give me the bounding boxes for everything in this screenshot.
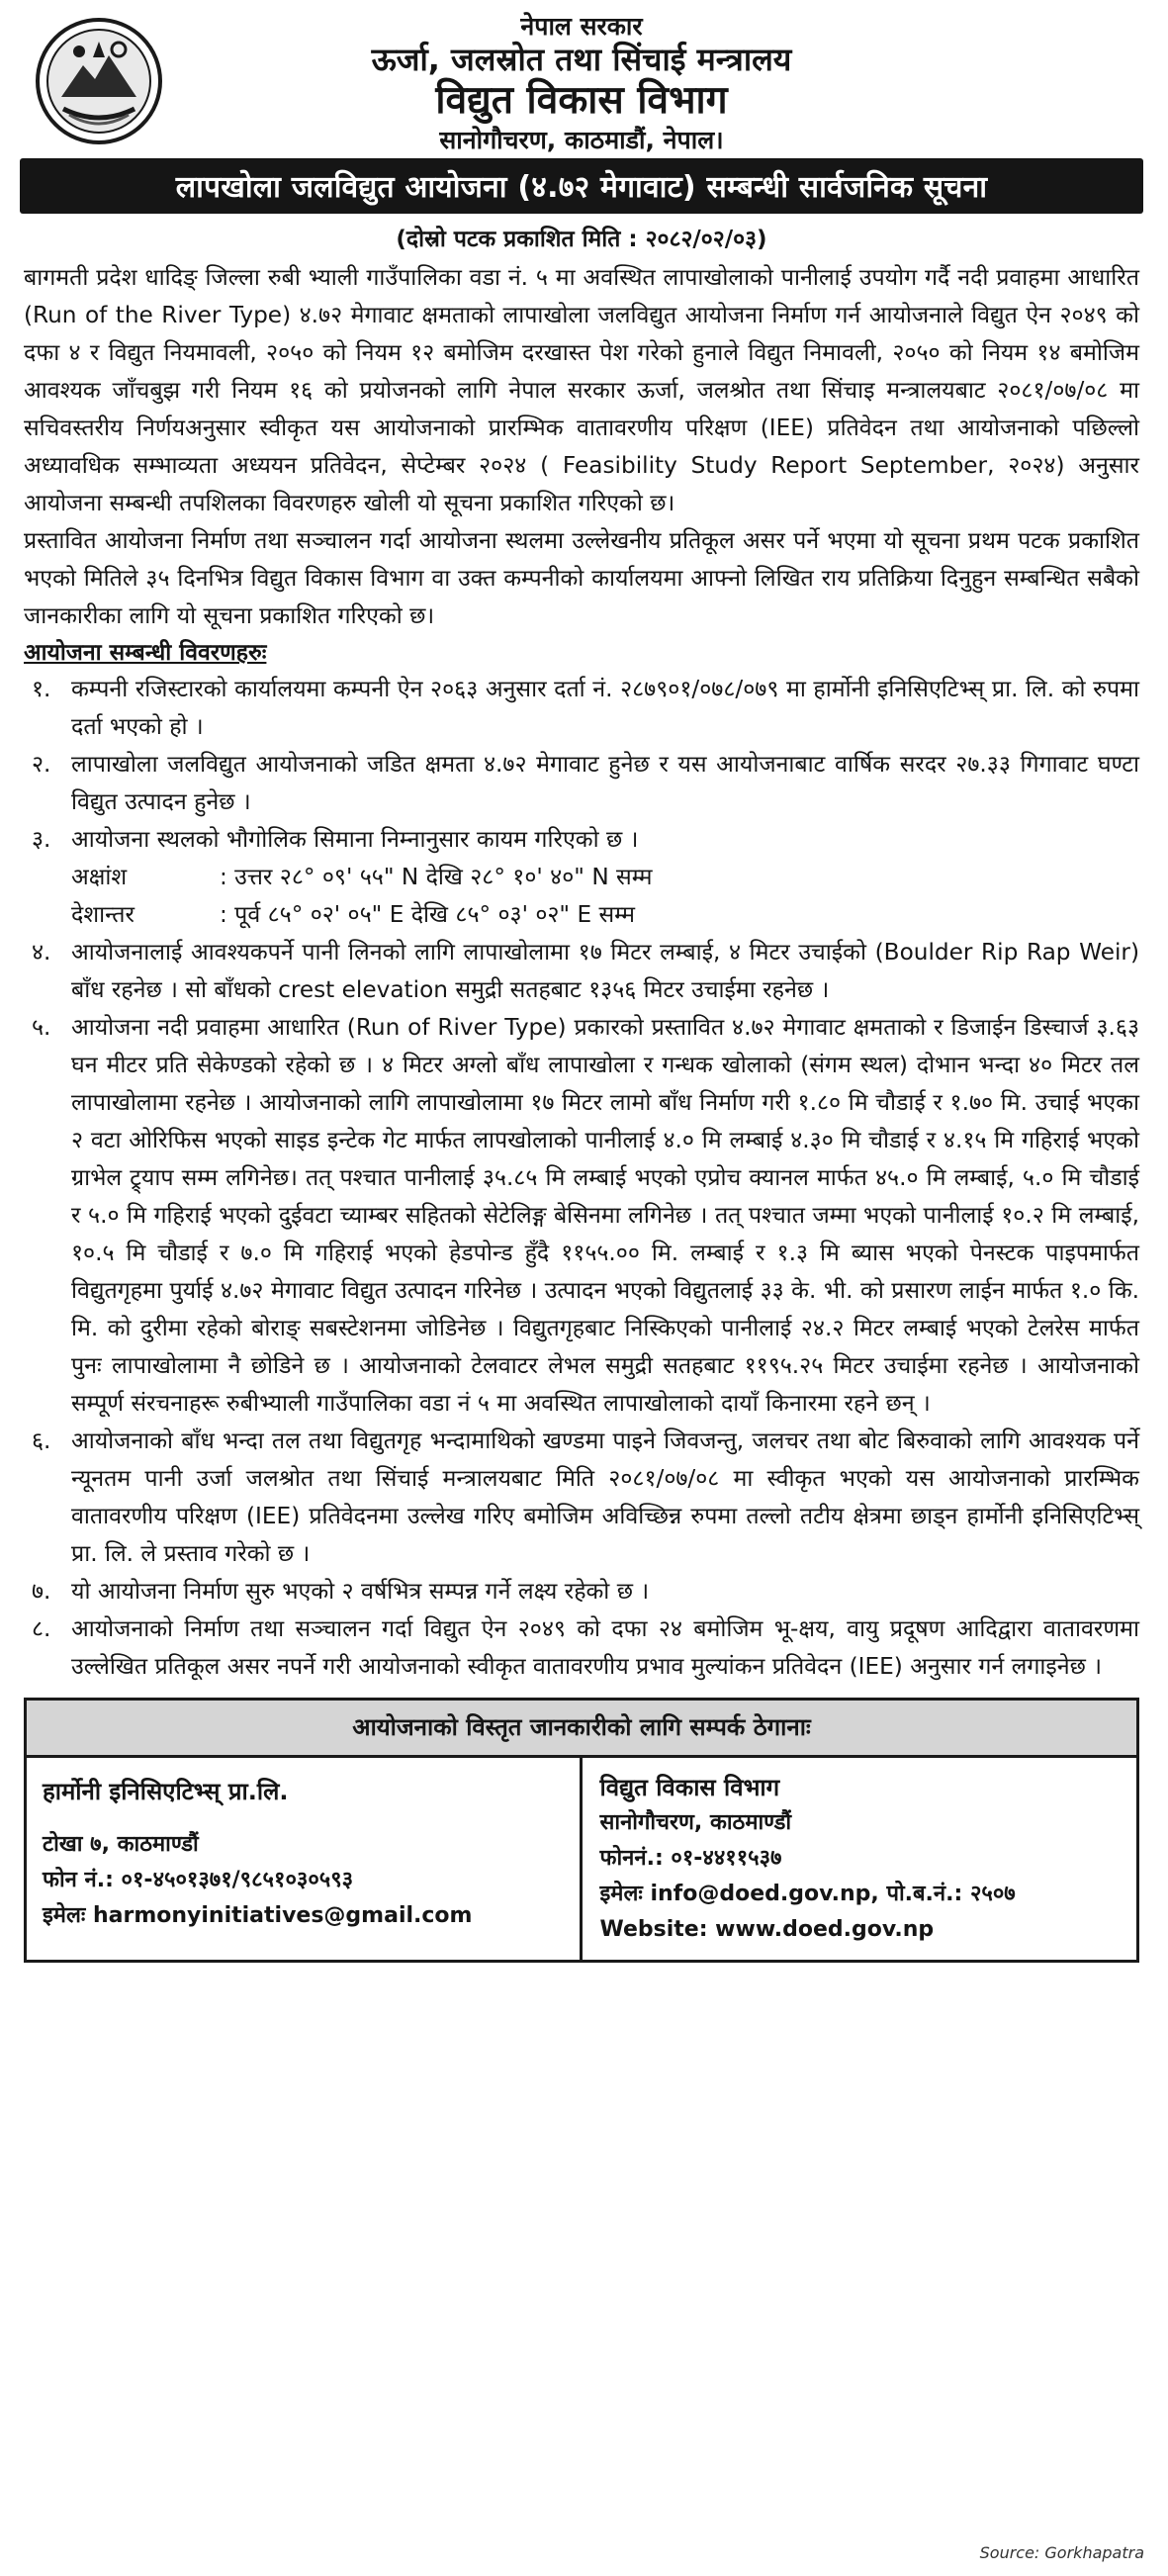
department-contact-name: विद्युत विकास विभाग bbox=[599, 1774, 780, 1801]
department-email: इमेलः info@doed.gov.np, पो.ब.नं.: २५०७ bbox=[599, 1882, 1016, 1906]
header-text bbox=[24, 10, 1139, 155]
company-phone: फोन नं.: ०१-४५०१३७१/९८५१०३०५९३ bbox=[43, 1868, 354, 1892]
objection-paragraph: प्रस्तावित आयोजना निर्माण तथा सञ्चालन गर्दा आयोजना स्थलमा उल्लेखनीय प्रतिकूल असर पर्ने भएमा यो सूचना प्रथम पटक प्रकाशित भएको मितिले ३५ दिनभित्र विद्युत विकास विभाग वा उक्त कम्पनीको कार्यालयमा आफ्नो लिखित राय प्रतिक्रिया दिनुहुन सम्बन्धित सबैको जानकारीका लागि यो सूचना प्रकाशित गरिएको छ। bbox=[24, 527, 1139, 629]
company-name: हार्मोनी इनिसिएटिभ्स् प्रा.लि. bbox=[43, 1778, 289, 1805]
item-number: १. bbox=[32, 676, 51, 702]
department-name: विद्युत विकास विभाग bbox=[435, 78, 728, 124]
item-text: आयोजनालाई आवश्यकपर्ने पानी लिनको लागि लापाखोलामा १७ मिटर लम्बाई, ४ मिटर उचाईको (Boulder Rip Rap Weir) बाँध रहनेछ । सो बाँधको crest elevation समुद्री सतहबाट १३५६ मिटर उचाईमा रहनेछ । bbox=[71, 939, 1139, 1003]
published-date: (दोस्रो पटक प्रकाशित मिति : २०८२/०२/०३) bbox=[396, 227, 767, 252]
latitude-label: अक्षांश bbox=[71, 864, 128, 890]
item-number: ३. bbox=[32, 826, 51, 853]
details-list bbox=[24, 671, 1139, 1686]
longitude-row bbox=[71, 896, 1139, 934]
company-email: इमेलः harmonyinitiatives@gmail.com bbox=[43, 1903, 473, 1928]
company-contact bbox=[27, 1758, 583, 1960]
item-text: लापाखोला जलविद्युत आयोजनाको जडित क्षमता ४.७२ मेगावाट हुनेछ र यस आयोजनाबाट वार्षिक सरदर २७.३३ गिगावाट घण्टा विद्युत उत्पादन हुनेछ । bbox=[71, 751, 1139, 815]
notice-title: लापखोला जलविद्युत आयोजना (४.७२ मेगावाट) सम्बन्धी सार्वजनिक सूचना bbox=[20, 158, 1143, 214]
item-number: २. bbox=[32, 751, 51, 778]
latitude-row bbox=[71, 859, 1139, 896]
item-number: ४. bbox=[32, 939, 51, 966]
department-contact bbox=[583, 1758, 1137, 1960]
longitude-value: : पूर्व ८५° ०२' ०५" E देखि ८५° ०३' ०२" E सम्म bbox=[220, 901, 635, 928]
item-number: ५. bbox=[32, 1014, 51, 1041]
section-heading: आयोजना सम्बन्धी विवरणहरुः bbox=[24, 640, 267, 666]
notice-sheet bbox=[18, 10, 1145, 2542]
list-item bbox=[24, 1423, 1139, 1573]
item-text: आयोजना स्थलको भौगोलिक सिमाना निम्नानुसार कायम गरिएको छ । bbox=[71, 826, 639, 853]
department-phone: फोननं.: ०१-४४११५३७ bbox=[599, 1846, 782, 1871]
list-item bbox=[24, 934, 1139, 1009]
item-number: ८. bbox=[32, 1615, 51, 1642]
department-website: Website: www.doed.gov.np bbox=[599, 1917, 935, 1942]
latitude-value: : उत्तर २८° ०९' ५५" N देखि २८° १०' ४०" N सम्म bbox=[220, 864, 653, 890]
list-item bbox=[24, 1573, 1139, 1610]
contact-box bbox=[24, 1698, 1139, 1963]
item-text: आयोजनाको निर्माण तथा सञ्चालन गर्दा विद्युत ऐन २०४९ को दफा २४ बमोजिम भू-क्षय, वायु प्रदूषण आदिद्वारा वातावरणमा उल्लेखित प्रतिकूल असर नपर्ने गरी आयोजनाको स्वीकृत वातावरणीय प्रभाव मुल्यांकन प्रतिवेदन (IEE) अनुसार गर्न लगाइनेछ । bbox=[71, 1615, 1139, 1680]
intro-paragraph: बागमती प्रदेश धादिङ् जिल्ला रुबी भ्याली गाउँपालिका वडा नं. ५ मा अवस्थित लापाखोलाको पानीलाई उपयोग गर्दै नदी प्रवाहमा आधारित (Run of the River Type) ४.७२ मेगावाट क्षमताको लापाखोला जलविद्युत आयोजना निर्माण गर्न आयोजनाले विद्युत ऐन २०४९ को दफा ४ र विद्युत नियमावली, २०५० को नियम १२ बमोजिम दरखास्त पेश गरेको हुनाले विद्युत निमावली, २०५० को नियम १४ बमोजिम आवश्यक जाँचबुझ गरी नियम १६ को प्रयोजनको लागि नेपाल सरकार ऊर्जा, जलश्रोत तथा सिंचाइ मन्त्रालयबाट २०८१/०७/०८ मा सचिवस्तरीय निर्णयअनुसार स्वीकृत यस आयोजनाको प्रारम्भिक वातावरणीय परिक्षण (IEE) प्रतिवेदन तथा आयोजनाको पछिल्लो अध्यावधिक सम्भाव्यता अध्ययन प्रतिवेदन, सेप्टेम्बर २०२४ ( Feasibility Study Report September, २०२४) अनुसार आयोजना सम्बन्धी तपशिलका विवरणहरु खोली यो सूचना प्रकाशित गरिएको छ। bbox=[24, 264, 1139, 516]
list-item bbox=[24, 1009, 1139, 1423]
list-item bbox=[24, 1610, 1139, 1686]
company-address: टोखा ७, काठमाण्डौं bbox=[43, 1832, 199, 1857]
item-text: आयोजनाको बाँध भन्दा तल तथा विद्युतगृह भन्दामाथिको खण्डमा पाइने जिवजन्तु, जलचर तथा बोट बिरुवाको लागि आवश्यक पर्ने न्यूनतम पानी उर्जा जलश्रोत तथा सिंचाई मन्त्रालयबाट मिति २०८१/०७/०८ मा स्वीकृत भएको यस आयोजनाको प्रारम्भिक वातावरणीय परिक्षण (IEE) प्रतिवेदनमा उल्लेख गरिए बमोजिम अविच्छिन्न रुपमा तल्लो तटीय क्षेत्रमा छाड्न हार्मोनी इनिसिएटिभ्स् प्रा. लि. ले प्रस्ताव गरेको छ । bbox=[71, 1427, 1139, 1567]
department-address: सानोगौचरण, काठमाडौं, नेपाल। bbox=[439, 126, 724, 155]
item-text: यो आयोजना निर्माण सुरु भएको २ वर्षभित्र सम्पन्न गर्ने लक्ष्य रहेको छ । bbox=[71, 1578, 650, 1605]
ministry-name: ऊर्जा, जलस्रोत तथा सिंचाई मन्त्रालय bbox=[371, 40, 792, 78]
item-number: ७. bbox=[32, 1578, 51, 1605]
longitude-label: देशान्तर bbox=[71, 901, 135, 928]
list-item bbox=[24, 746, 1139, 821]
government-label: नेपाल सरकार bbox=[520, 12, 643, 41]
contact-heading: आयोजनाको विस्तृत जानकारीको लागि सम्पर्क ठेगानाः bbox=[27, 1701, 1136, 1758]
header bbox=[24, 10, 1139, 158]
list-item bbox=[24, 821, 1139, 934]
item-number: ६. bbox=[32, 1427, 51, 1454]
source-credit: Source: Gorkhapatra bbox=[979, 2543, 1144, 2562]
department-contact-address: सानोगौचरण, काठमाण्डौं bbox=[599, 1810, 792, 1835]
list-item bbox=[24, 671, 1139, 746]
item-text: कम्पनी रजिस्टारको कार्यालयमा कम्पनी ऐन २०६३ अनुसार दर्ता नं. २८७९०१/०७८/०७९ मा हार्मोनी इनिसिएटिभ्स् प्रा. लि. को रुपमा दर्ता भएको हो । bbox=[71, 676, 1139, 740]
item-text: आयोजना नदी प्रवाहमा आधारित (Run of River Type) प्रकारको प्रस्तावित ४.७२ मेगावाट क्षमताको र डिजाईन डिस्चार्ज ३.६३ घन मीटर प्रति सेकेण्डको रहेको छ । ४ मिटर अग्लो बाँध लापाखोला र गन्धक खोलाको (संगम स्थल) दोभान भन्दा ४० मिटर तल लापाखोलामा रहनेछ । आयोजनाको लागि लापाखोलामा १७ मिटर लामो बाँध निर्माण गरी १.८० मि चौडाई र १.७० मि. उचाई भएका २ वटा ओरिफिस भएको साइड इन्टेक गेट मार्फत लापखोलाको पानीलाई ४.० मि लम्बाई ४.३० मि चौडाई र ४.१५ मि गहिराई भएको ग्राभेल ट्र्याप सम्म लगिनेछ। तत् पश्चात पानीलाई ३५.८५ मि लम्बाई भएको एप्रोच क्यानल मार्फत ४५.० मि लम्बाई, ५.० मि चौडाई र ५.० मि गहिराई भएको दुईवटा च्याम्बर सहितको सेटेलिङ्ग बेसिनमा लगिनेछ । तत् पश्चात जम्मा भएको पानीलाई १०.२ मि लम्बाई, १०.५ मि चौडाई र ७.० मि गहिराई भएको हेडपोन्ड हुँदै ११५५.०० मि. लम्बाई र १.३ मि ब्यास भएको पेनस्टक पाइपमार्फत विद्युतगृहमा पुर्याई ४.७२ मेगावाट विद्युत उत्पादन गरिनेछ । उत्पादन भएको विद्युतलाई ३३ के. भी. को प्रसारण लाईन मार्फत १.० कि. मि. को दुरीमा रहेको बोराङ् सबस्टेशनमा जोडिनेछ । विद्युतगृहबाट निस्किएको पानीलाई २४.२ मिटर लम्बाई भएको टेलरेस मार्फत पुनः लापाखोलामा नै छोडिने छ । आयोजनाको टेलवाटर लेभल समुद्री सतहबाट ११९५.२५ मिटर उचाईमा रहनेछ । आयोजनाको सम्पूर्ण संरचनाहरू रुबीभ्याली गाउँपालिका वडा नं ५ मा अवस्थित लापाखोलाको दायाँ किनारमा रहने छन् । bbox=[71, 1014, 1139, 1417]
